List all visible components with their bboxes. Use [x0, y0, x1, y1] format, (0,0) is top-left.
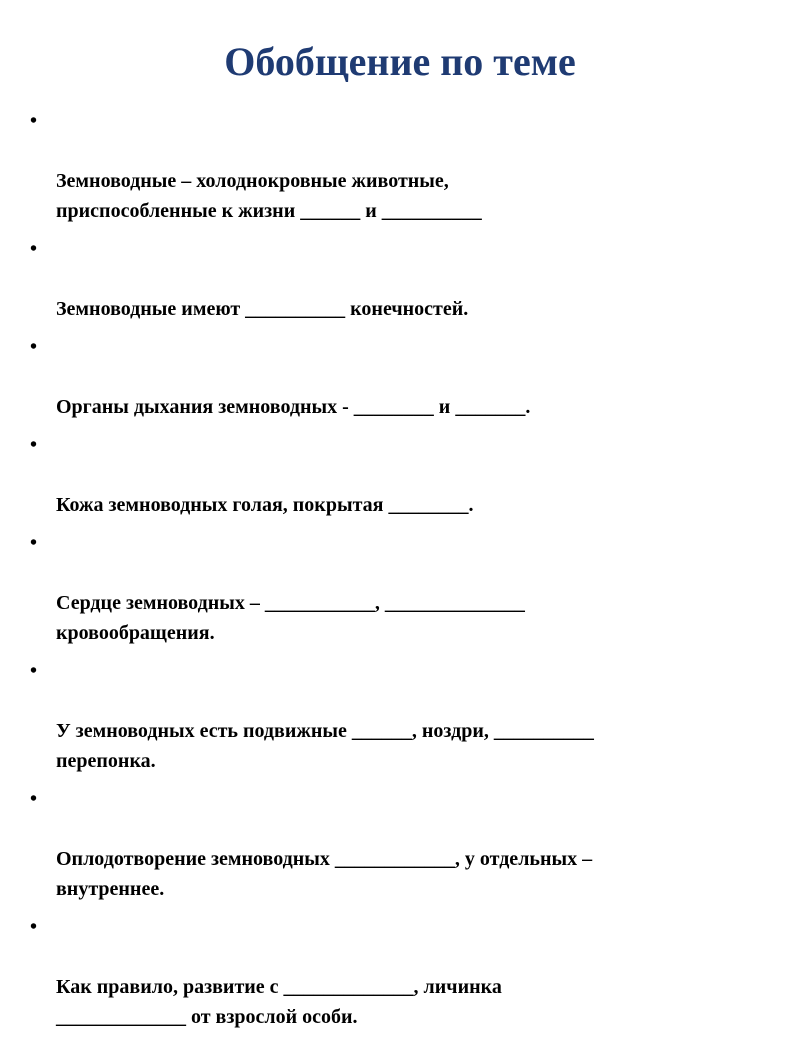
bullet-item	[30, 332, 780, 422]
bullet-item	[30, 656, 780, 776]
bullet-icon: •	[30, 916, 38, 938]
bullet-text: У земноводных есть подвижные ______, ноздри, __________ перепонка.	[56, 720, 594, 772]
bullet-item	[30, 234, 780, 324]
bullet-text: Органы дыхания земноводных - ________ и _______.	[56, 396, 531, 418]
bullet-item	[30, 528, 780, 648]
slide-title: Обобщение по теме	[224, 39, 576, 84]
bullet-item	[30, 106, 780, 226]
bullet-text: Кожа земноводных голая, покрытая ________.	[56, 494, 474, 516]
bullet-item	[30, 430, 780, 520]
bullet-item	[30, 912, 780, 1032]
bullet-text: Земноводные – холоднокровные животные, приспособленные к жизни ______ и __________	[56, 170, 482, 222]
bullet-text: Как правило, развитие с _____________, личинка _____________ от взрослой особи.	[56, 976, 502, 1028]
bullet-icon: •	[30, 238, 38, 260]
bullet-icon: •	[30, 336, 38, 358]
bullet-icon: •	[30, 434, 38, 456]
bullet-icon: •	[30, 660, 38, 682]
bullet-icon: •	[30, 788, 38, 810]
bullet-item	[30, 784, 780, 904]
bullet-text: Оплодотворение земноводных ____________, у отдельных – внутреннее.	[56, 848, 593, 900]
bullet-text: Сердце земноводных – ___________, ______________ кровообращения.	[56, 592, 525, 644]
bullet-icon: •	[30, 532, 38, 554]
bullet-icon: •	[30, 110, 38, 132]
bullet-text: Земноводные имеют __________ конечностей.	[56, 298, 469, 320]
bullet-list	[30, 106, 780, 1040]
